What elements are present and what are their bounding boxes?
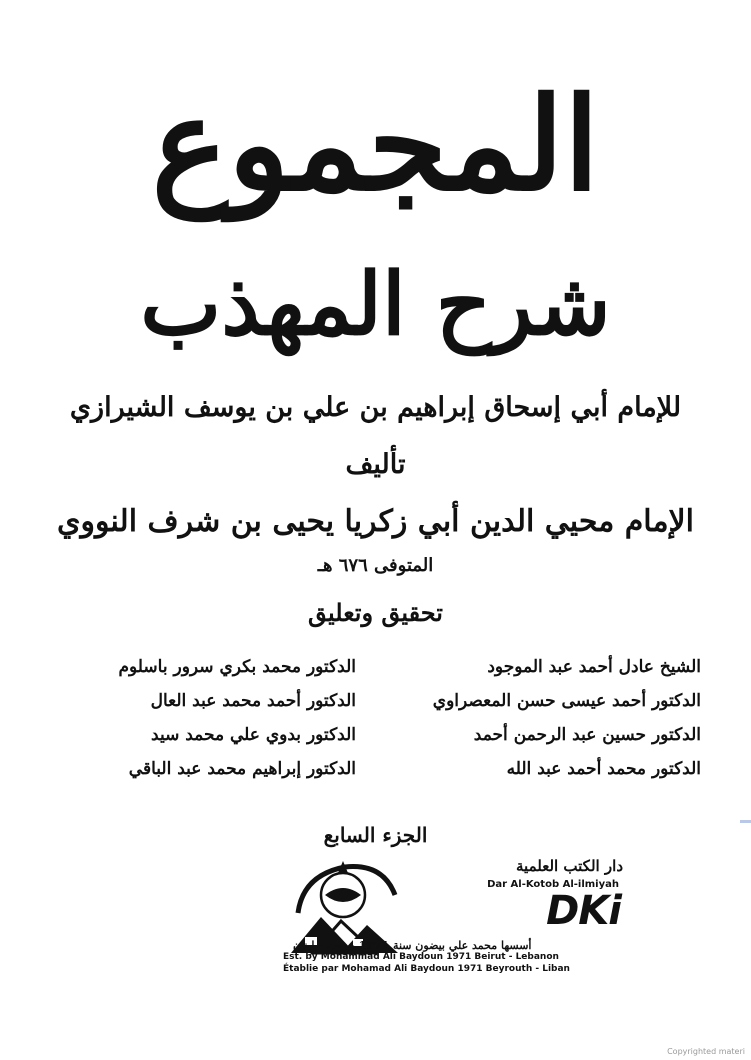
- editor-name: الدكتور محمد بكري سرور باسلوم: [118, 657, 356, 677]
- established-english: Est. by Mohammad Ali Baydoun 1971 Beirut - Lebanon: [283, 952, 559, 962]
- publisher-block: [283, 855, 633, 980]
- publisher-name-arabic: دار الكتب العلمية: [516, 857, 623, 875]
- editors-left-column: [56, 650, 356, 786]
- established-french: Établie par Mohamad Ali Baydoun 1971 Beyrouth - Liban: [283, 964, 570, 974]
- editor-name: الشيخ عادل أحمد عبد الموجود: [487, 657, 701, 677]
- publisher-name-english: Dar Al-Kotob Al-ilmiyah: [487, 879, 619, 890]
- book-title: المجموع: [151, 70, 600, 220]
- book-subtitle: شرح المهذب: [140, 254, 611, 355]
- author-name: الإمام محيي الدين أبي زكريا يحيى بن شرف النووي: [57, 504, 694, 539]
- editor-name: الدكتور بدوي علي محمد سيد: [151, 725, 356, 745]
- volume-label: الجزء السابع: [323, 823, 428, 847]
- editor-name: الدكتور حسين عبد الرحمن أحمد: [473, 725, 701, 745]
- editor-name: الدكتور أحمد عيسى حسن المعصراوي: [432, 691, 701, 711]
- editor-name: الدكتور إبراهيم محمد عبد الباقي: [128, 759, 356, 779]
- original-author-line: للإمام أبي إسحاق إبراهيم بن علي بن يوسف الشيرازي: [69, 392, 682, 423]
- authorship-label: تأليف: [345, 449, 406, 480]
- editor-name: الدكتور أحمد محمد عبد العال: [150, 691, 356, 711]
- publisher-logo-letters: DKi: [546, 888, 621, 934]
- editors-right-column: [401, 650, 701, 786]
- editor-name: الدكتور محمد أحمد عبد الله: [506, 759, 701, 779]
- author-death-date: المتوفى ٦٧٦ هـ: [317, 555, 434, 576]
- established-arabic: أسسها محمد علي بيضون سنة 1971 بيروت - لبنان: [293, 939, 532, 952]
- edge-marker: [740, 820, 751, 823]
- copyright-watermark: Copyrighted materi: [667, 1047, 745, 1056]
- editing-label: تحقيق وتعليق: [308, 598, 443, 627]
